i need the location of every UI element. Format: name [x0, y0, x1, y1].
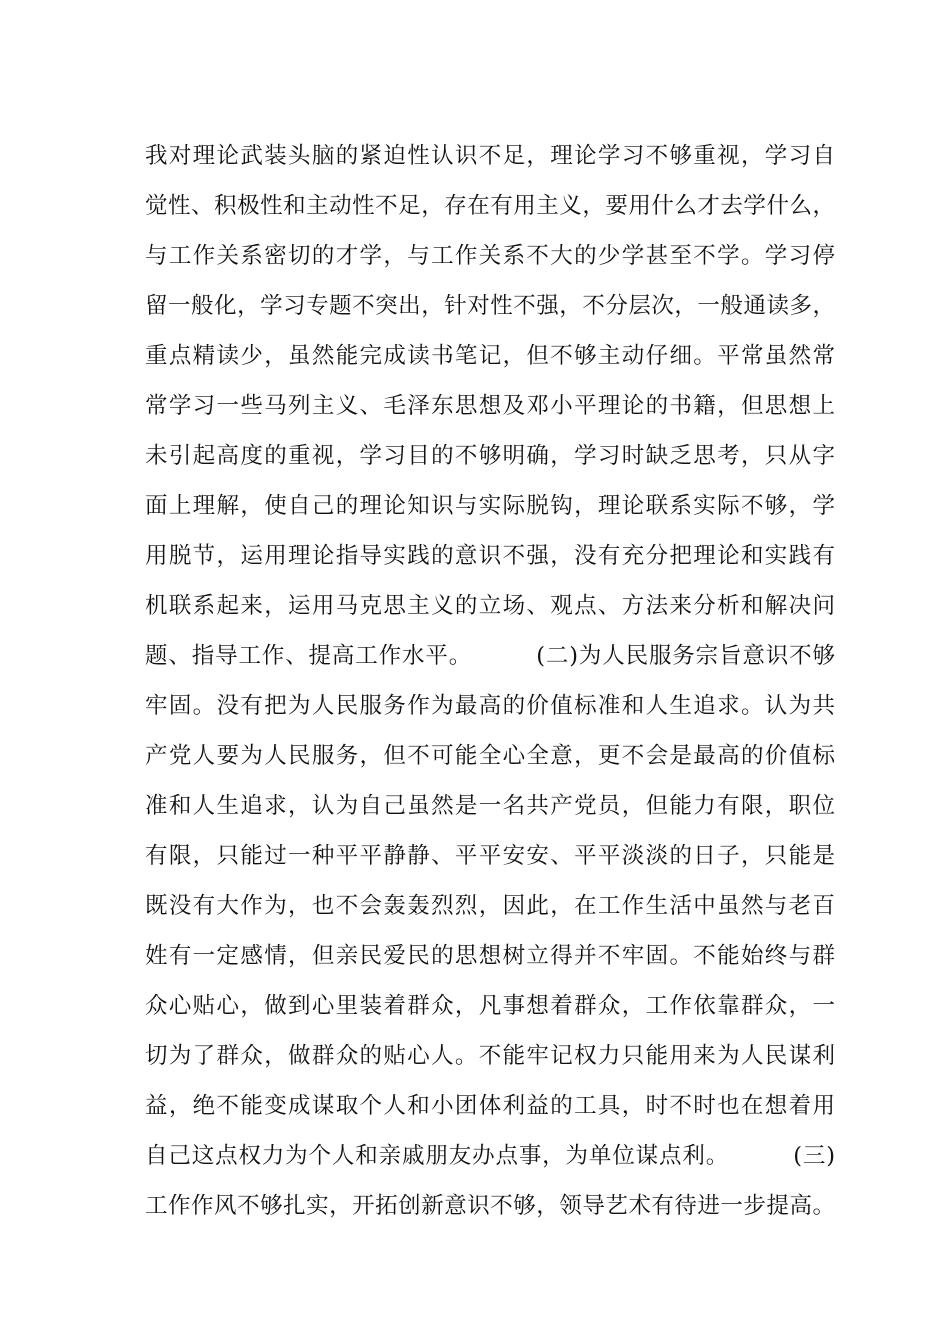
text-line: 题、指导工作、提高工作水平。 (二)为人民服务宗旨意识不够 — [145, 643, 835, 669]
text-line: 重点精读少，虽然能完成读书笔记，但不够主动仔细。平常虽然常 — [145, 343, 835, 369]
text-line: 益，绝不能变成谋取个人和小团体利益的工具，时不时也在想着用 — [145, 1093, 835, 1119]
text-line: 姓有一定感情，但亲民爱民的思想树立得并不牢固。不能始终与群 — [145, 943, 835, 969]
text-line: 机联系起来，运用马克思主义的立场、观点、方法来分析和解决问 — [145, 593, 835, 619]
text-line: 未引起高度的重视，学习目的不够明确，学习时缺乏思考，只从字 — [145, 443, 835, 469]
text-line: 众心贴心，做到心里装着群众，凡事想着群众，工作依靠群众，一 — [145, 993, 835, 1019]
text-line: 用脱节，运用理论指导实践的意识不强，没有充分把理论和实践有 — [145, 543, 835, 569]
text-line: 留一般化，学习专题不突出，针对性不强，不分层次，一般通读多， — [145, 293, 835, 319]
text-line: 与工作关系密切的才学，与工作关系不大的少学甚至不学。学习停 — [145, 243, 835, 269]
text-line: 面上理解，使自己的理论知识与实际脱钩，理论联系实际不够，学 — [145, 493, 835, 519]
text-line: 我对理论武装头脑的紧迫性认识不足，理论学习不够重视，学习自 — [145, 143, 835, 169]
text-line: 工作作风不够扎实，开拓创新意识不够，领导艺术有待进一步提高。 — [145, 1193, 835, 1219]
body-text — [145, 131, 835, 1231]
text-line: 牢固。没有把为人民服务作为最高的价值标准和人生追求。认为共 — [145, 693, 835, 719]
text-line: 自己这点权力为个人和亲戚朋友办点事，为单位谋点利。 (三) — [145, 1143, 835, 1169]
text-line: 常学习一些马列主义、毛泽东思想及邓小平理论的书籍，但思想上 — [145, 393, 835, 419]
text-line: 产党人要为人民服务，但不可能全心全意，更不会是最高的价值标 — [145, 743, 835, 769]
text-line: 觉性、积极性和主动性不足，存在有用主义，要用什么才去学什么， — [145, 193, 835, 219]
text-line: 切为了群众，做群众的贴心人。不能牢记权力只能用来为人民谋利 — [145, 1043, 835, 1069]
text-line: 准和人生追求，认为自己虽然是一名共产党员，但能力有限，职位 — [145, 793, 835, 819]
text-line: 既没有大作为，也不会轰轰烈烈，因此，在工作生活中虽然与老百 — [145, 893, 835, 919]
text-line: 有限，只能过一种平平静静、平平安安、平平淡淡的日子，只能是 — [145, 843, 835, 869]
